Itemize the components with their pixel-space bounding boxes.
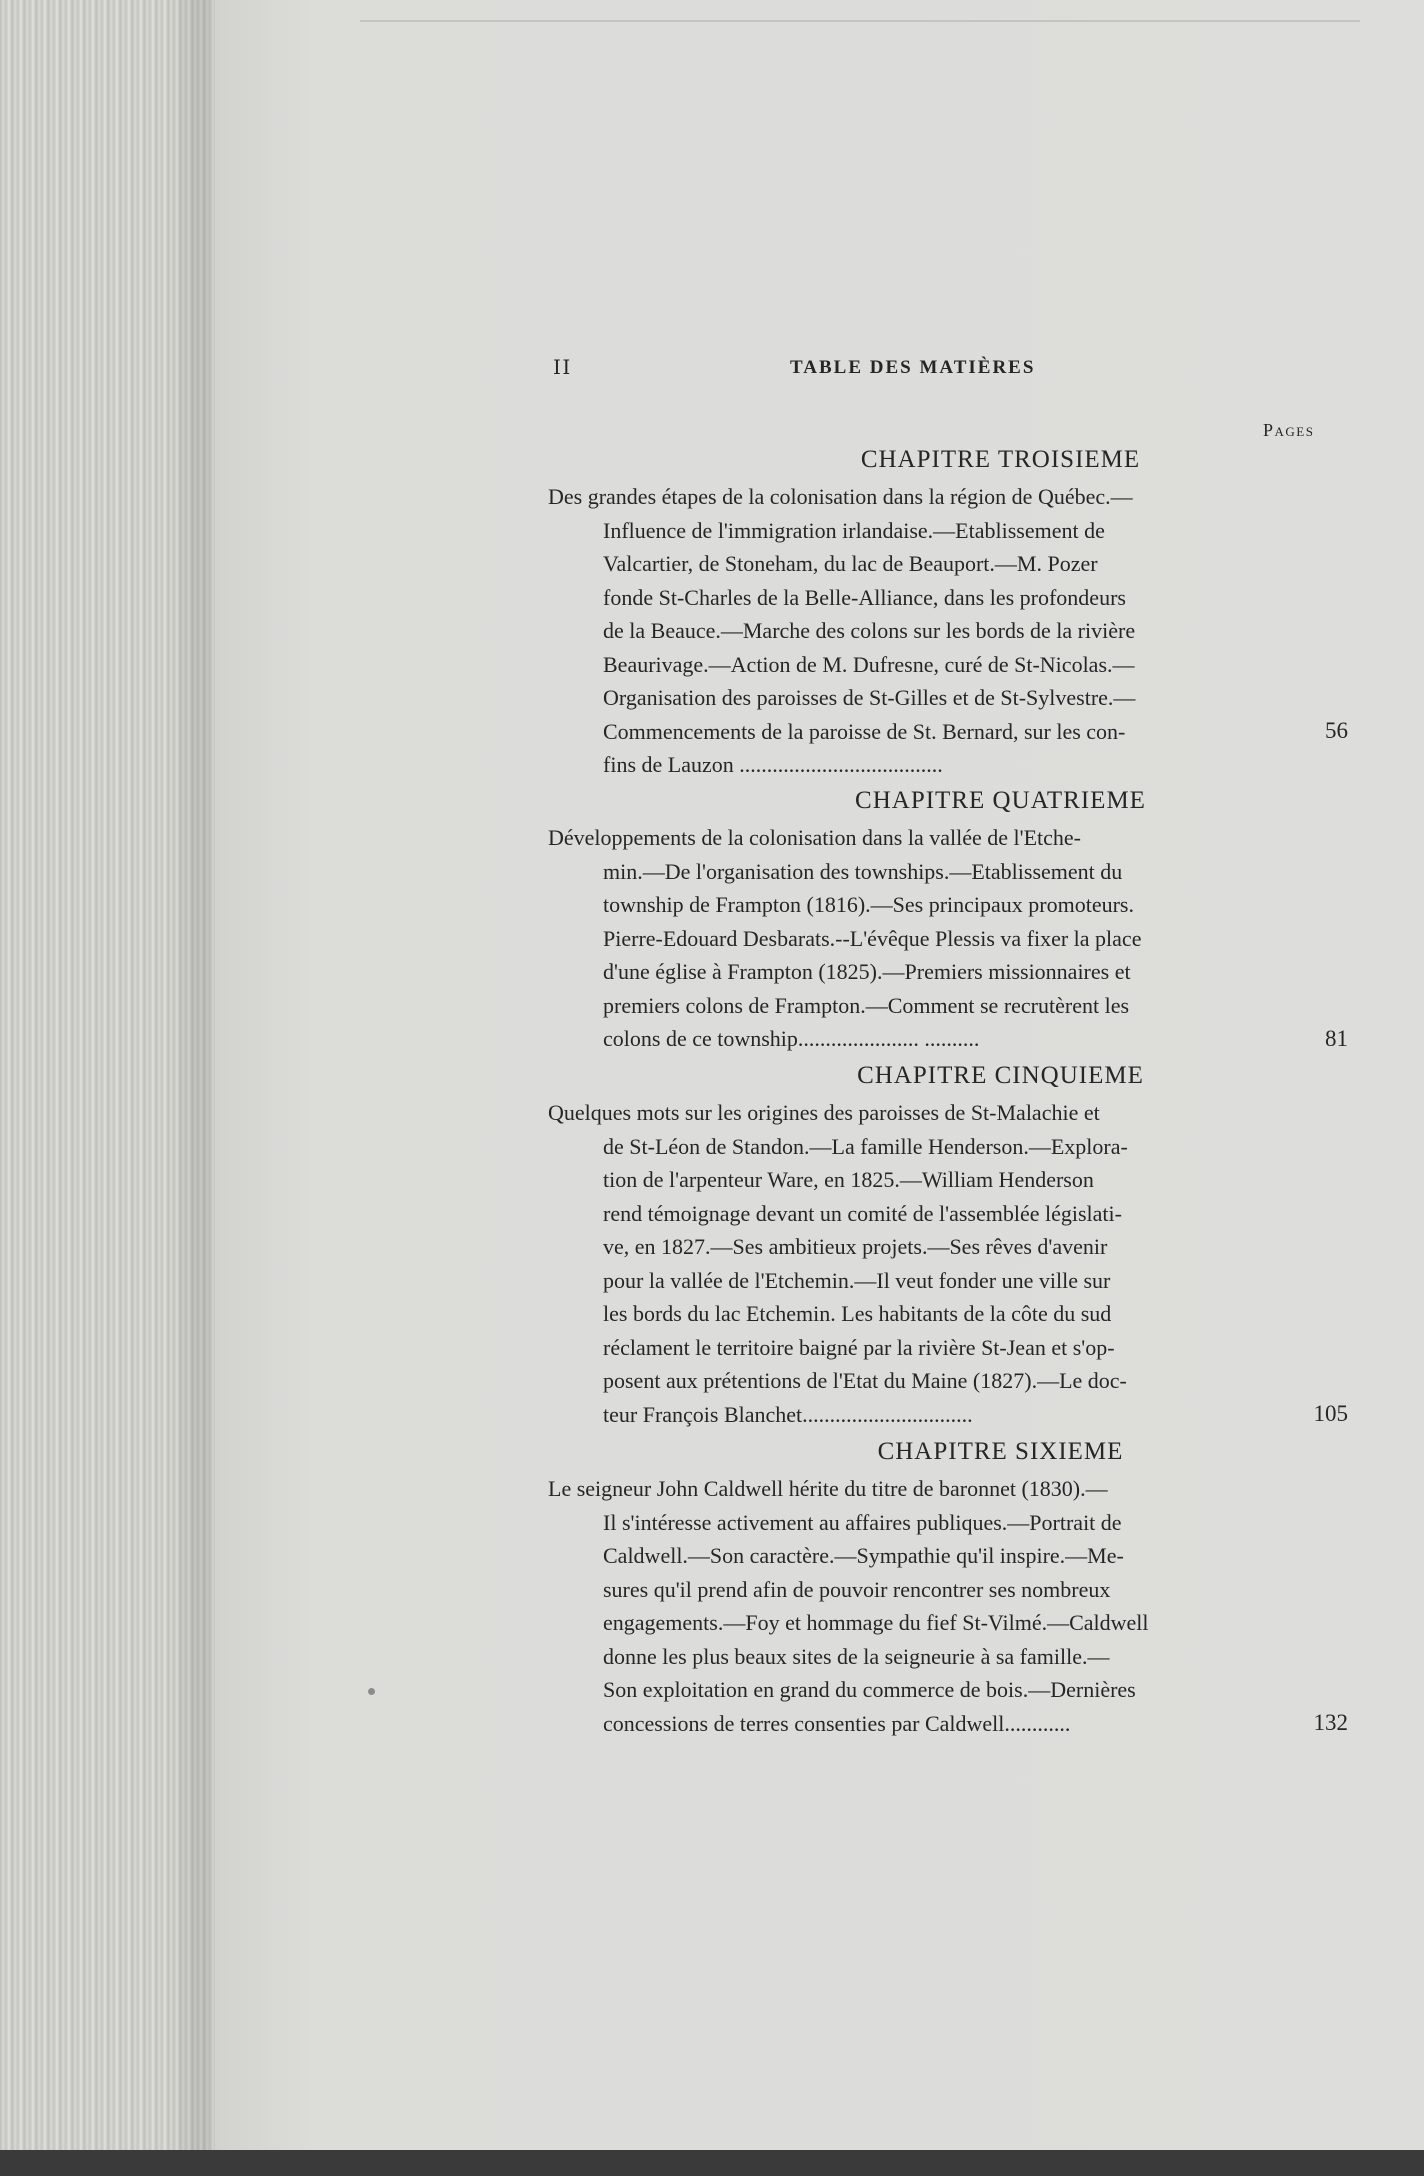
summary-line: rend témoignage devant un comité de l'assemblée législati-	[603, 1200, 1122, 1226]
summary-line: premiers colons de Frampton.—Comment se recrutèrent les	[603, 992, 1130, 1018]
summary-line: Développements de la colonisation dans la vallée de l'Etche-	[548, 825, 1081, 850]
summary-line: donne les plus beaux sites de la seigneurie à sa famille.—	[603, 1643, 1110, 1669]
summary-line: Le seigneur John Caldwell hérite du titre de baronnet (1830).—	[548, 1476, 1108, 1501]
page-header	[0, 355, 1424, 391]
summary-line: engagements.—Foy et hommage du fief St-Vilmé.—Caldwell	[603, 1610, 1149, 1635]
summary-line: fins de Lauzon .....................................	[603, 752, 943, 777]
summary-line: les bords du lac Etchemin. Les habitants de la côte du sud	[603, 1301, 1112, 1326]
summary-line: Pierre-Edouard Desbarats.--L'évêque Plessis va fixer la place	[603, 925, 1142, 951]
chapter-title: CHAPITRE TROISIEME	[860, 446, 1141, 473]
summary-line: Commencements de la paroisse de St. Bernard, sur les con-	[603, 718, 1126, 744]
summary-line: posent aux prétentions de l'Etat du Maine (1827).—Le doc-	[603, 1368, 1127, 1393]
summary-line: Quelques mots sur les origines des paroisses de St-Malachie et	[548, 1100, 1100, 1125]
page-reference: 105	[1313, 1401, 1348, 1426]
chapter-title: CHAPITRE QUATRIEME	[855, 787, 1146, 814]
summary-line: Valcartier, de Stoneham, du lac de Beauport.—M. Pozer	[603, 551, 1098, 576]
chapter-summary	[548, 821, 1348, 1056]
summary-line: colons de ce township...................... ..........	[603, 1026, 980, 1051]
summary-line: Organisation des paroisses de St-Gilles et de St-Sylvestre.—	[603, 685, 1136, 710]
summary-line: Son exploitation en grand du commerce de bois.—Dernières	[603, 1677, 1136, 1702]
page-reference: 132	[1313, 1710, 1348, 1735]
summary-line: Beaurivage.—Action de M. Dufresne, curé de St-Nicolas.—	[603, 651, 1135, 677]
summary-line: teur François Blanchet...............................	[603, 1401, 973, 1427]
summary-line: Caldwell.—Son caractère.—Sympathie qu'il inspire.—Me-	[603, 1543, 1124, 1568]
chapter-entry	[548, 1062, 1348, 1431]
chapter-summary	[548, 1096, 1348, 1431]
scan-bottom-edge	[0, 2150, 1424, 2176]
summary-line: réclament le territoire baigné par la rivière St-Jean et s'op-	[603, 1334, 1115, 1360]
pages-column-label: Pages	[1263, 420, 1315, 440]
summary-line: pour la vallée de l'Etchemin.—Il veut fonder une ville sur	[603, 1267, 1111, 1293]
summary-line: Il s'intéresse activement au affaires publiques.—Portrait de	[603, 1509, 1122, 1535]
page-reference: 81	[1325, 1026, 1348, 1051]
summary-line: Influence de l'immigration irlandaise.—Etablissement de	[603, 517, 1105, 543]
summary-line: de St-Léon de Standon.—La famille Henderson.—Explora-	[603, 1133, 1128, 1159]
running-title: TABLE DES MATIÈRES	[790, 357, 1036, 378]
summary-line: ve, en 1827.—Ses ambitieux projets.—Ses rêves d'avenir	[603, 1234, 1108, 1259]
summary-line: d'une église à Frampton (1825).—Premiers missionnaires et	[603, 959, 1131, 984]
summary-line: concessions de terres consenties par Caldwell............	[603, 1710, 1071, 1736]
summary-line: sures qu'il prend afin de pouvoir rencontrer ses nombreux	[603, 1576, 1111, 1602]
chapter-summary	[548, 480, 1348, 782]
chapter-entry	[548, 787, 1348, 1056]
page-reference: 56	[1325, 718, 1348, 743]
chapter-title: CHAPITRE CINQUIEME	[857, 1062, 1144, 1089]
summary-line: tion de l'arpenteur Ware, en 1825.—William Henderson	[603, 1167, 1094, 1192]
chapter-entry	[548, 1438, 1348, 1740]
chapter-summary	[548, 1472, 1348, 1740]
page-top-edge	[360, 20, 1360, 22]
paper-speck	[368, 1688, 375, 1695]
page-number: II	[553, 355, 572, 379]
summary-line: township de Frampton (1816).—Ses principaux promoteurs.	[603, 892, 1134, 917]
summary-line: de la Beauce.—Marche des colons sur les bords de la rivière	[603, 618, 1136, 643]
summary-line: fonde St-Charles de la Belle-Alliance, dans les profondeurs	[603, 584, 1126, 610]
summary-line: Des grandes étapes de la colonisation dans la région de Québec.—	[548, 484, 1133, 509]
chapter-entry	[548, 446, 1348, 782]
summary-line: min.—De l'organisation des townships.—Etablissement du	[603, 858, 1123, 884]
chapter-title: CHAPITRE SIXIEME	[877, 1438, 1124, 1465]
